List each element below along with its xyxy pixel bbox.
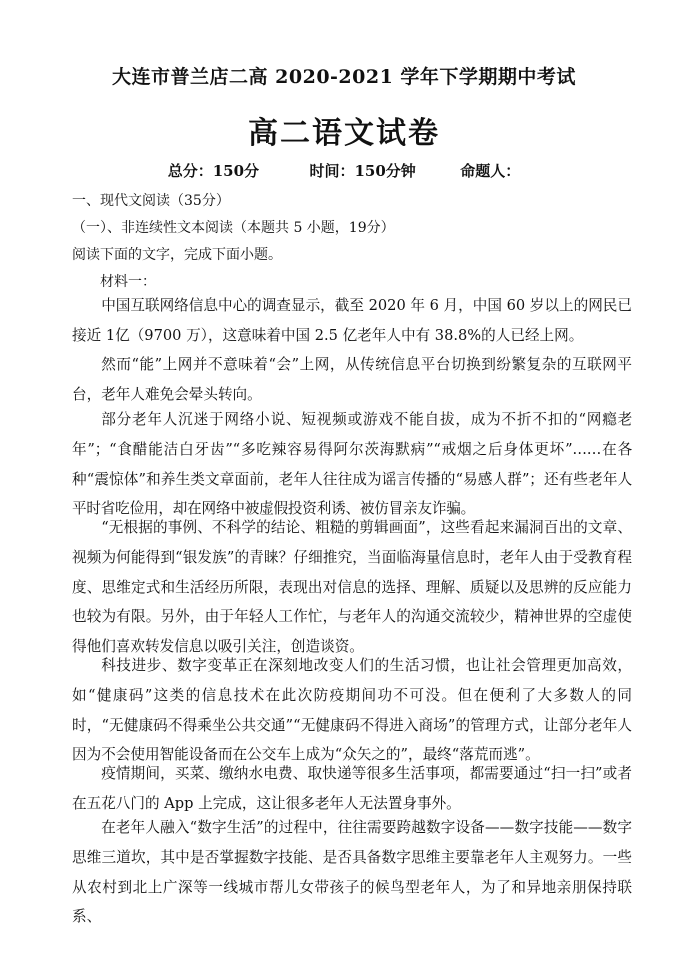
material-paragraph: “无根据的事例、不科学的结论、粗糙的剪辑画面”，这些看起来漏洞百出的文章、视频为何能得到“银发族”的青睐？仔细推究，当面临海量信息时，老年人由于受教育程度、思维定式和生活经历所限，表现出对信息的选择、理解、质疑以及思辨的反应能力也较为有限。另外，由于年轻人工作忙，与老年人的沟通交流较少，精神世界的空虚使得他们喜欢转发信息以吸引关注，创造谈资。	[72, 519, 632, 656]
section-title: 一、现代文阅读（35分）	[72, 193, 230, 209]
total-score: 总分：150分	[167, 162, 260, 180]
exam-title: 大连市普兰店二高 2020-2021 学年下学期期中考试	[112, 66, 576, 88]
exam-meta	[0, 160, 688, 181]
material-label: 材料一：	[100, 274, 156, 290]
material-paragraph: 在老年人融入“数字生活”的过程中，往往需要跨越数字设备——数字技能——数字思维三道坎，其中是否掌握数字技能、是否具备数字思维主要靠老年人主观努力。一些从农村到北上广深等一线城市帮儿女带孩子的候鸟型老年人，为了和异地亲朋保持联系、	[72, 819, 632, 926]
section-instruction: 阅读下面的文字，完成下面小题。	[72, 247, 282, 263]
material-paragraph: 部分老年人沉迷于网络小说、短视频或游戏不能自拔，成为不折不扣的“网瘾老年”；“食醋能洁白牙齿”“多吃辣容易得阿尔茨海默病”“戒烟之后身体更坏”……在各种“震惊体”和养生类文章面前，老年人往往成为谣言传播的“易感人群”；还有些老年人平时省吃俭用，却在网络中被虚假投资利诱、被仿冒亲友诈骗。	[72, 411, 632, 518]
section-subtitle: （一）、非连续性文本阅读（本题共 5 小题，19分）	[72, 220, 395, 236]
material-paragraph: 科技进步、数字变革正在深刻地改变人们的生活习惯，也让社会管理更加高效，如“健康码”这类的信息技术在此次防疫期间功不可没。但在便利了大多数人的同时，“无健康码不得乘坐公共交通”“无健康码不得进入商场”的管理方式，让部分老年人因为不会使用智能设备而在公交车上成为“众矢之的”，最终“落荒而逃”。	[72, 657, 632, 764]
paper-title: 高二语文试卷	[248, 116, 440, 151]
exam-time: 时间：150分钟	[309, 162, 416, 180]
material-paragraph: 中国互联网络信息中心的调查显示，截至 2020 年 6 月，中国 60 岁以上的网民已接近 1亿（9700 万），这意味着中国 2.5 亿老年人中有 38.8%的人已经上网。	[72, 297, 632, 344]
exam-author: 命题人：	[460, 162, 521, 180]
material-paragraph: 疫情期间，买菜、缴纳水电费、取快递等很多生活事项，都需要通过“扫一扫”或者在五花八门的 App 上完成，这让很多老年人无法置身事外。	[72, 765, 632, 812]
material-paragraph: 然而“能”上网并不意味着“会”上网，从传统信息平台切换到纷繁复杂的互联网平台，老年人难免会晕头转向。	[72, 356, 632, 403]
